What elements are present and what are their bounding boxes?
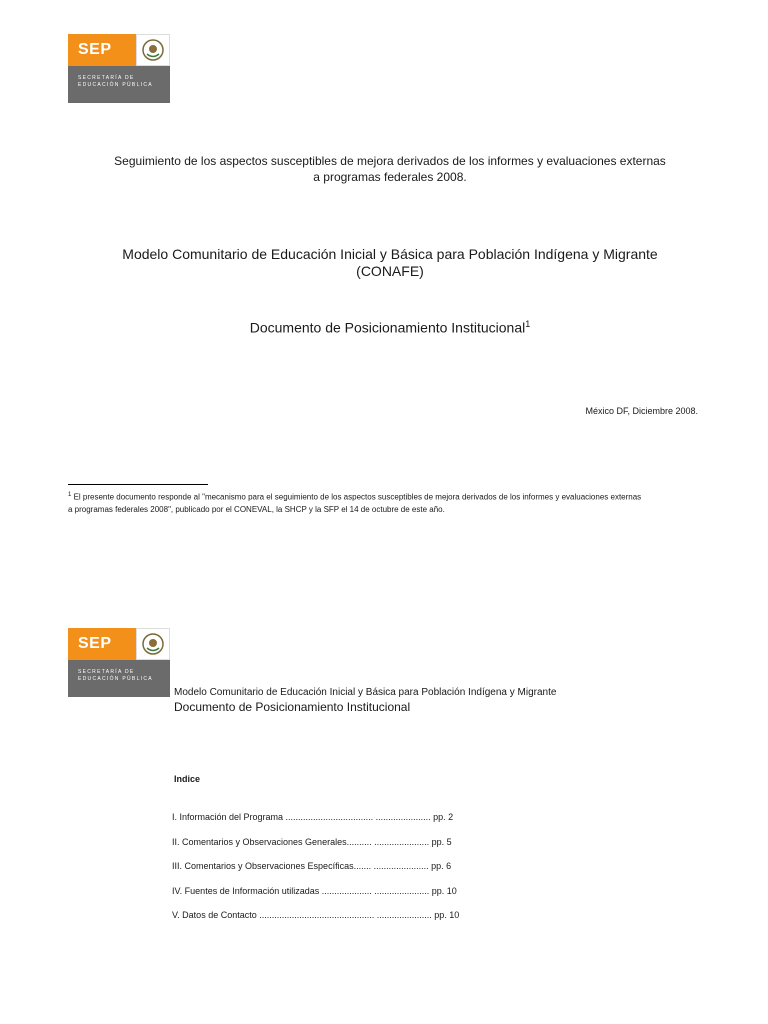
footnote-reference: 1 bbox=[525, 319, 531, 329]
toc-item[interactable]: IV. Fuentes de Información utilizadas .................... ...................... pp. 10 bbox=[172, 885, 457, 896]
footnote bbox=[68, 489, 708, 516]
document-date: México DF, Diciembre 2008. bbox=[585, 406, 698, 416]
sep-logo bbox=[68, 34, 170, 103]
footnote-number: 1 bbox=[68, 492, 72, 498]
mexico-seal-icon bbox=[136, 34, 170, 66]
toc-item[interactable]: I. Información del Programa ................................... ...................... pp. 2 bbox=[172, 812, 454, 822]
subtitle-line2: a programas federales 2008. bbox=[313, 170, 467, 184]
logo-caption-line1: SECRETARÍA DE bbox=[78, 75, 135, 81]
document-title-text: Documento de Posicionamiento Institucional bbox=[249, 319, 526, 336]
program-line1: Modelo Comunitario de Educación Inicial y Básica para Población Indígena y Migrante bbox=[122, 246, 658, 262]
report-subtitle bbox=[40, 153, 740, 185]
program-title bbox=[40, 246, 740, 280]
subtitle-line1: Seguimiento de los aspectos susceptibles de mejora derivados de los informes y evaluaciones externas bbox=[114, 154, 666, 168]
logo-caption-line2: EDUCACIÓN PÚBLICA bbox=[78, 676, 153, 682]
sep-logo-caption bbox=[68, 66, 170, 103]
sep-wordmark: SEP bbox=[68, 628, 136, 660]
index-title: Indice bbox=[174, 774, 201, 784]
footnote-line1: El presente documento responde al "mecanismo para el seguimiento de los aspectos susceptibles de mejora derivados de los informes y evaluaciones externas bbox=[73, 492, 642, 502]
logo-caption-line1: SECRETARÍA DE bbox=[78, 669, 135, 675]
toc-item[interactable]: II. Comentarios y Observaciones Generales.......... ...................... pp. 5 bbox=[172, 836, 452, 847]
program-line2: (CONAFE) bbox=[356, 263, 424, 279]
footnote-separator bbox=[68, 484, 208, 485]
logo-caption-line2: EDUCACIÓN PÚBLICA bbox=[78, 82, 153, 88]
table-of-contents bbox=[172, 811, 459, 934]
mexico-seal-icon bbox=[136, 628, 170, 660]
toc-item[interactable]: V. Datos de Contacto .............................................. ...................... pp. 10 bbox=[172, 910, 460, 921]
sep-logo-caption bbox=[68, 660, 170, 697]
toc-item[interactable]: III. Comentarios y Observaciones Específicas....... ...................... pp. 6 bbox=[172, 861, 452, 872]
page-header-document: Documento de Posicionamiento Institucional bbox=[174, 700, 411, 714]
page-header-program: Modelo Comunitario de Educación Inicial y Básica para Población Indígena y Migrante bbox=[174, 687, 557, 698]
sep-logo-page2 bbox=[68, 628, 170, 697]
footnote-line2: a programas federales 2008", publicado por el CONEVAL, la SHCP y la SFP el 14 de octubre de este año. bbox=[68, 504, 445, 514]
sep-wordmark: SEP bbox=[68, 34, 136, 66]
document-title bbox=[40, 316, 740, 337]
